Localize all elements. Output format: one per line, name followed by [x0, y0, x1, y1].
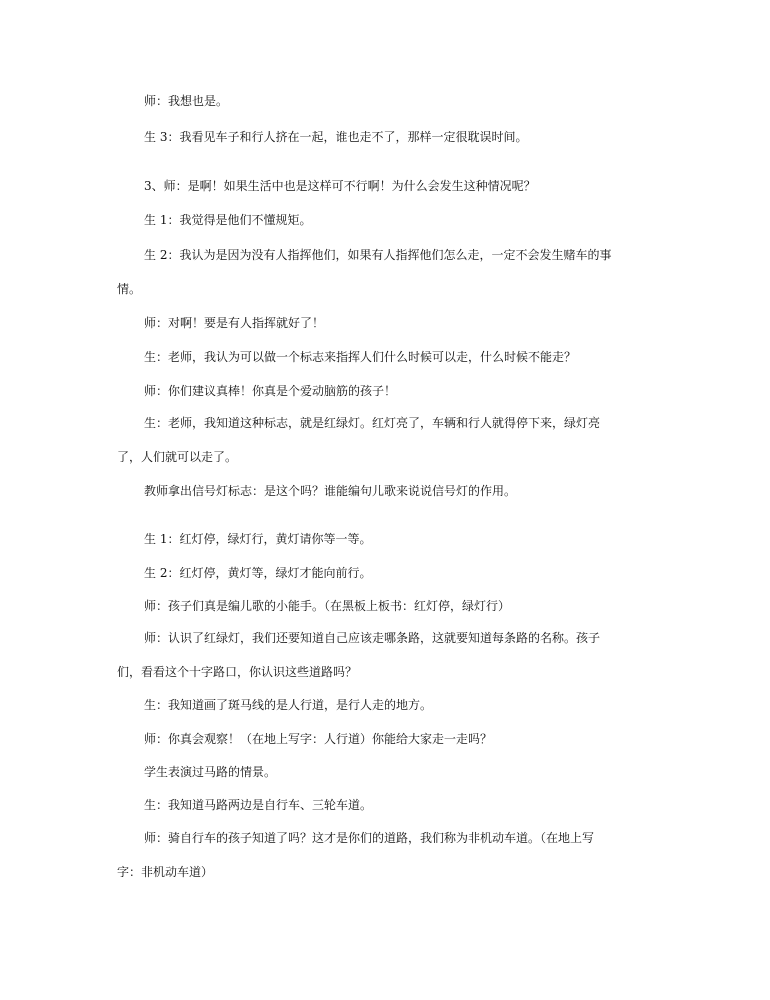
text-line: 师：认识了红绿灯，我们还要知道自己应该走哪条路，这就要知道每条路的名称。孩子	[144, 631, 601, 645]
text-line: 师：我想也是。	[144, 94, 229, 108]
text-line: 生 3：我看见车子和行人挤在一起，谁也走不了，那样一定很耽误时间。	[144, 130, 528, 144]
text-line: 师：对啊！要是有人指挥就好了！	[144, 316, 325, 330]
text-line: 生 2：红灯停，黄灯等，绿灯才能向前行。	[144, 566, 372, 580]
text-line: 生 1：红灯停，绿灯行，黄灯请你等一等。	[144, 532, 372, 546]
text-line: 教师拿出信号灯标志：是这个吗？谁能编句儿歌来说说信号灯的作用。	[144, 484, 517, 498]
text-line: 情。	[117, 282, 142, 296]
text-line: 师：骑自行车的孩子知道了吗？这才是你们的道路，我们称为非机动车道。（在地上写	[144, 831, 595, 845]
text-line: 生 2：我认为是因为没有人指挥他们，如果有人指挥他们怎么走，一定不会发生赌车的事	[144, 248, 612, 262]
text-line: 师：孩子们真是编儿歌的小能手。（在黑板上板书：红灯停，绿灯行）	[144, 599, 511, 613]
text-line: 生：我知道马路两边是自行车、三轮车道。	[144, 798, 373, 812]
text-line: 生 1：我觉得是他们不懂规矩。	[144, 213, 312, 227]
text-line: 了，人们就可以走了。	[117, 450, 238, 464]
text-line: 生：老师，我知道这种标志，就是红绿灯。红灯亮了，车辆和行人就得停下来，绿灯亮	[144, 416, 601, 430]
text-line: 们，看看这个十字路口，你认识这些道路吗？	[117, 665, 358, 679]
text-line: 3、师：是啊！如果生活中也是这样可不行啊！为什么会发生这种情况呢？	[144, 179, 536, 193]
text-line: 师：你们建议真棒！你真是个爱动脑筋的孩子！	[144, 384, 397, 398]
text-line: 生：我知道画了斑马线的是人行道，是行人走的地方。	[144, 698, 433, 712]
text-line: 生：老师，我认为可以做一个标志来指挥人们什么时候可以走，什么时候不能走？	[144, 350, 577, 364]
text-line: 学生表演过马路的情景。	[144, 765, 277, 779]
text-line: 字：非机动车道）	[117, 865, 214, 879]
text-line: 师：你真会观察！（在地上写字：人行道）你能给大家走一走吗？	[144, 732, 493, 746]
